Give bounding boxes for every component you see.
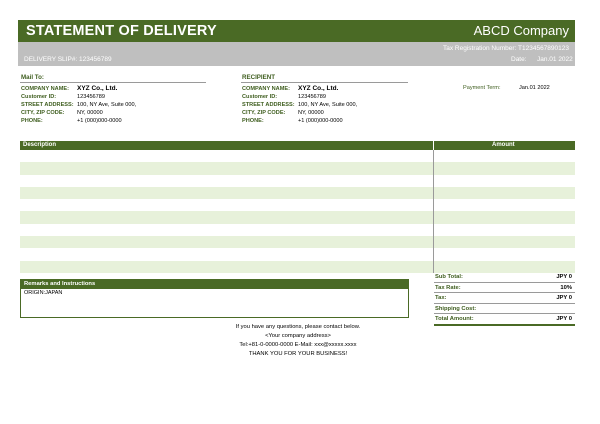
- table-row[interactable]: [20, 187, 575, 199]
- remarks-text[interactable]: ORIGIN:JAPAN: [24, 290, 63, 296]
- total-amount-row: [434, 314, 575, 326]
- subtotal-row: [434, 272, 575, 283]
- shipping-cost-label: Shipping Cost:: [435, 305, 477, 312]
- recipient-divider: [241, 82, 408, 83]
- total-amount-value: JPY 0: [556, 316, 572, 322]
- table-row[interactable]: [20, 211, 575, 223]
- field-value: 123456789: [77, 94, 105, 100]
- table-row[interactable]: [20, 236, 575, 248]
- company-name: ABCD Company: [473, 23, 569, 38]
- column-divider: [433, 150, 434, 273]
- field-value: +1 (000)000-0000: [298, 118, 343, 124]
- field-label: COMPANY NAME:: [242, 86, 290, 92]
- description-column-header: Description: [23, 142, 57, 148]
- footer: [200, 323, 396, 359]
- subtotal-label: Sub Total:: [435, 274, 463, 280]
- table-body: [20, 150, 575, 273]
- table-row[interactable]: [20, 248, 575, 260]
- field-value: +1 (000)000-0000: [77, 118, 122, 124]
- field-label: PHONE:: [21, 118, 43, 124]
- shipping-cost-row: [434, 304, 575, 315]
- table-row[interactable]: [20, 162, 575, 174]
- tax-label: Tax:: [435, 295, 447, 301]
- tax-value: JPY 0: [556, 295, 572, 301]
- field-label: Customer ID:: [21, 94, 57, 100]
- field-label: CITY, ZIP CODE:: [21, 110, 65, 116]
- items-table: [20, 141, 575, 273]
- mail-to-heading: Mail To:: [21, 74, 44, 81]
- thank-you-note: THANK YOU FOR YOUR BUSINESS!: [248, 351, 348, 357]
- document-title: STATEMENT OF DELIVERY: [26, 23, 217, 39]
- field-value: 100, NY Ave, Suite 000,: [77, 102, 137, 108]
- tax-registration: Tax Registration Number: T1234567890123: [443, 45, 569, 52]
- field-label: STREET ADDRESS:: [242, 102, 295, 108]
- table-header: [20, 141, 575, 150]
- title-bar: [18, 20, 575, 42]
- tax-row: [434, 293, 575, 304]
- totals-block: [434, 272, 575, 326]
- tax-rate-value: 10%: [560, 284, 572, 291]
- date-label: Date:: [511, 56, 527, 63]
- total-amount-label: Total Amount:: [435, 316, 474, 322]
- field-value: XYZ Co., Ltd.: [298, 85, 339, 92]
- payment-term-label: Payment Term:: [463, 85, 501, 91]
- field-value: 100, NY Ave, Suite 000,: [298, 102, 358, 108]
- company-address: <Your company address>: [265, 333, 331, 339]
- field-value: NY, 00000: [77, 110, 103, 116]
- field-label: COMPANY NAME:: [21, 86, 69, 92]
- tax-rate-label: Tax Rate:: [435, 284, 461, 291]
- tax-rate-row: [434, 283, 575, 294]
- mail-to-divider: [20, 82, 206, 83]
- subtotal-value: JPY 0: [556, 274, 572, 280]
- remarks-box: [20, 279, 409, 318]
- header-separator: [433, 141, 434, 150]
- amount-column-header: Amount: [492, 142, 515, 148]
- info-bar: [18, 42, 575, 66]
- table-row[interactable]: [20, 199, 575, 211]
- field-label: Customer ID:: [242, 94, 278, 100]
- date-value: Jan.01 2022: [537, 56, 573, 63]
- field-label: PHONE:: [242, 118, 264, 124]
- contact-details: Tel:+81-0-0000-0000 E-Mail: xxx@xxxxx.xxxx: [239, 342, 357, 348]
- field-value: NY, 00000: [298, 110, 324, 116]
- payment-term-value: Jan.01 2022: [519, 85, 550, 91]
- field-value: 123456789: [298, 94, 326, 100]
- contact-prompt: If you have any questions, please contact below.: [235, 324, 361, 330]
- delivery-slip-number: DELIVERY SLIP#: 123456789: [24, 56, 112, 63]
- field-label: CITY, ZIP CODE:: [242, 110, 286, 116]
- field-label: STREET ADDRESS:: [21, 102, 74, 108]
- remarks-heading: Remarks and Instructions: [21, 280, 408, 289]
- table-row[interactable]: [20, 175, 575, 187]
- field-value: XYZ Co., Ltd.: [77, 85, 118, 92]
- table-row[interactable]: [20, 224, 575, 236]
- recipient-heading: RECIPIENT: [242, 74, 276, 81]
- table-row[interactable]: [20, 150, 575, 162]
